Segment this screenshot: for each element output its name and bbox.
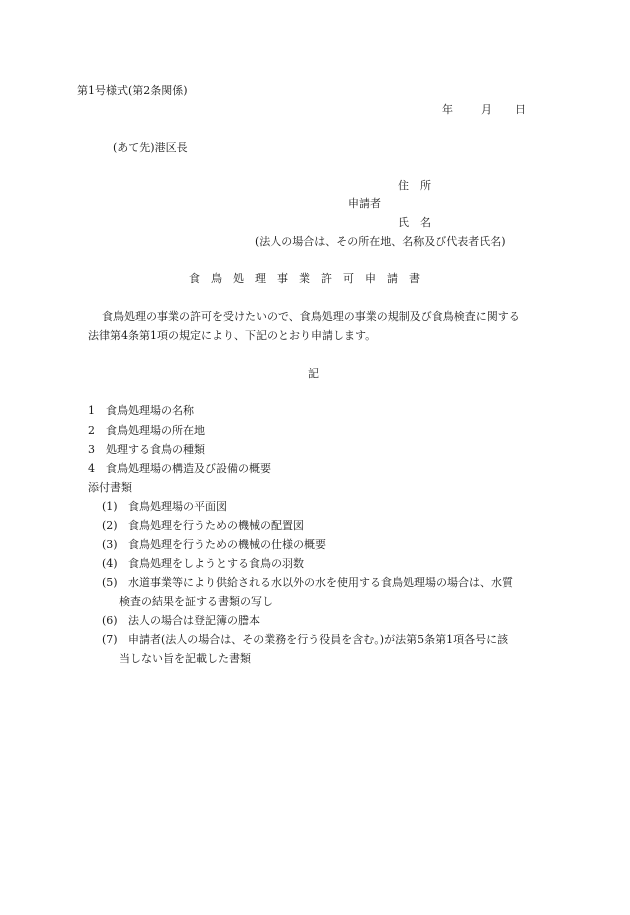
body-line-1: 食鳥処理の事業の許可を受けたいので、食鳥処理の事業の規制及び食鳥検査に関する: [102, 310, 520, 323]
ki-heading: 記: [308, 367, 319, 380]
corporate-note: (法人の場合は、その所在地、名称及び代表者氏名): [255, 235, 506, 248]
attachment-number: (3): [102, 538, 118, 551]
attachments-title: 添付書類: [88, 481, 132, 494]
item-number: 1: [88, 404, 95, 417]
item-number: 2: [88, 424, 95, 437]
date-month: 月: [481, 103, 492, 116]
item-text: 食鳥処理場の所在地: [106, 424, 205, 437]
attachment-continuation: 検査の結果を証する書類の写し: [119, 595, 273, 608]
list-item: [102, 500, 227, 514]
name-label: 氏 名: [398, 216, 431, 229]
list-item: [88, 443, 205, 457]
attachment-continuation: 当しない旨を記載した書類: [119, 652, 251, 665]
attachment-text: 食鳥処理場の平面図: [128, 500, 227, 513]
date-year: 年: [442, 103, 453, 116]
attachment-number: (2): [102, 519, 118, 532]
attachment-text: 食鳥処理を行うための機械の配置図: [128, 519, 304, 532]
list-item: [102, 519, 304, 533]
addressee: (あて先)港区長: [113, 141, 188, 154]
item-text: 食鳥処理場の構造及び設備の概要: [106, 462, 271, 475]
list-item: [88, 424, 205, 438]
list-item: [88, 404, 194, 418]
list-item: [102, 576, 513, 590]
attachment-number: (1): [102, 500, 118, 513]
date-day: 日: [515, 103, 526, 116]
form-number: 第1号様式(第2条関係): [77, 84, 188, 97]
attachment-number: (6): [102, 614, 118, 627]
body-line-2: 法律第4条第1項の規定により、下記のとおり申請します。: [88, 329, 377, 342]
attachment-number: (5): [102, 576, 118, 589]
attachment-text: 食鳥処理をしようとする食鳥の羽数: [128, 557, 304, 570]
attachment-number: (7): [102, 633, 118, 646]
item-number: 3: [88, 443, 95, 456]
attachment-text: 食鳥処理を行うための機械の仕様の概要: [128, 538, 326, 551]
list-item: [88, 462, 271, 476]
address-label: 住 所: [398, 179, 431, 192]
list-item: [102, 633, 508, 647]
list-item: [102, 538, 326, 552]
document-title: 食 鳥 処 理 事 業 許 可 申 請 書: [189, 272, 420, 285]
list-item: [102, 557, 304, 571]
attachment-text: 法人の場合は登記簿の謄本: [128, 614, 260, 627]
list-item: [102, 614, 260, 628]
attachment-text: 水道事業等により供給される水以外の水を使用する食鳥処理場の場合は、水質: [128, 576, 513, 589]
applicant-label: 申請者: [348, 197, 381, 210]
item-text: 食鳥処理場の名称: [106, 404, 194, 417]
attachment-text: 申請者(法人の場合は、その業務を行う役員を含む。)が法第5条第1項各号に該: [128, 633, 509, 646]
attachment-number: (4): [102, 557, 118, 570]
item-number: 4: [88, 462, 95, 475]
item-text: 処理する食鳥の種類: [106, 443, 205, 456]
